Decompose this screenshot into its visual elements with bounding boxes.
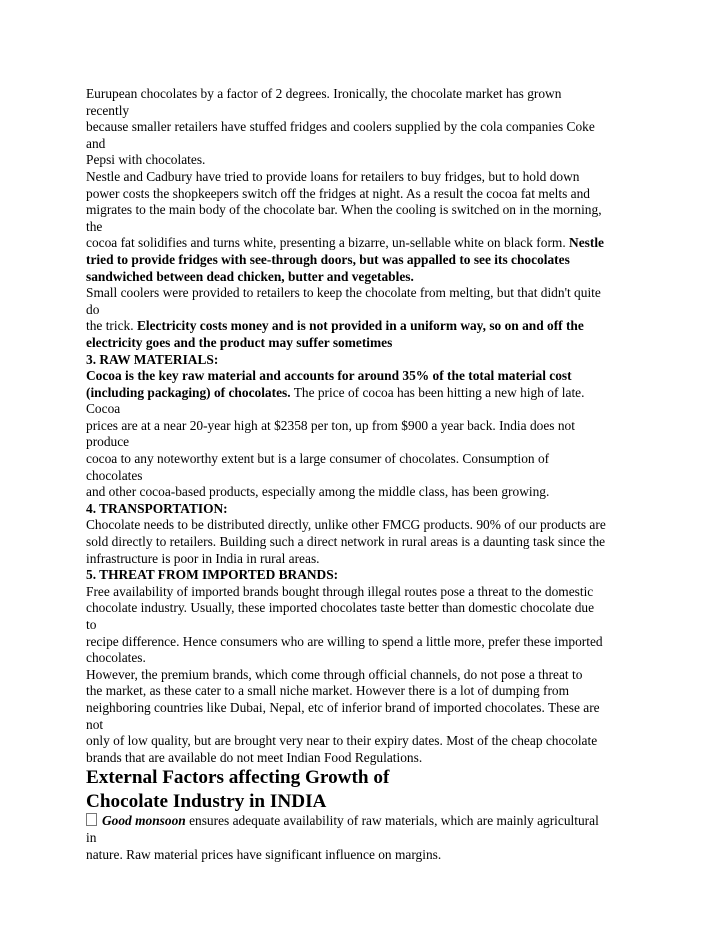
bullet-box-icon <box>86 813 97 826</box>
text-line: brands that are available do not meet Indian Food Regulations. <box>86 749 423 765</box>
text-line: Small coolers were provided to retailers to keep the chocolate from melting, but that didn't quite <box>86 285 601 301</box>
text-span: cocoa fat solidifies and turns white, presenting a bizarre, un-sellable white on black form. <box>86 235 570 251</box>
text-line: and <box>86 135 106 151</box>
text-line: Cocoa <box>86 401 121 417</box>
text-line: However, the premium brands, which come through official channels, do not pose a threat to <box>86 666 583 682</box>
text-line: cocoa to any noteworthy extent but is a large consumer of chocolates. Consumption of <box>86 451 550 467</box>
text-span: ensures adequate availability of raw materials, which are mainly agricultural <box>185 813 599 829</box>
bold-text-line: electricity goes and the product may suffer sometimes <box>86 334 393 350</box>
section-heading: 4. TRANSPORTATION: <box>86 500 228 516</box>
text-line: power costs the shopkeepers switch off the fridges at night. As a result the cocoa fat melts and <box>86 185 590 201</box>
text-line: produce <box>86 434 130 450</box>
section-heading: 5. THREAT FROM IMPORTED BRANDS: <box>86 567 339 583</box>
bold-text: Nestle <box>569 235 604 251</box>
text-line: not <box>86 716 104 732</box>
text-line: in <box>86 829 97 845</box>
text-line: only of low quality, but are brought very near to their expiry dates. Most of the cheap chocolate <box>86 733 598 749</box>
text-line: chocolates <box>86 467 143 483</box>
text-line <box>86 318 688 335</box>
bold-text: (including packaging) of chocolates. <box>86 384 291 400</box>
text-line: nature. Raw material prices have significant influence on margins. <box>86 846 442 862</box>
text-line: Nestle and Cadbury have tried to provide loans for retailers to buy fridges, but to hold down <box>86 168 580 184</box>
text-line: do <box>86 301 100 317</box>
text-line: chocolate industry. Usually, these imported chocolates taste better than domestic chocolate due <box>86 600 595 616</box>
text-line: because smaller retailers have stuffed fridges and coolers supplied by the cola companies Coke <box>86 119 595 135</box>
text-line: Eurupean chocolates by a factor of 2 degrees. Ironically, the chocolate market has grown <box>86 86 562 101</box>
text-line: Free availability of imported brands bought through illegal routes pose a threat to the domestic <box>86 583 594 599</box>
text-line: migrates to the main body of the chocolate bar. When the cooling is switched on in the morning, <box>86 202 602 218</box>
text-line: and other cocoa-based products, especially among the middle class, has been growing. <box>86 484 550 500</box>
text-line: sold directly to retailers. Building such a direct network in rural areas is a daunting task since the <box>86 534 606 550</box>
text-line: recipe difference. Hence consumers who are willing to spend a little more, prefer these imported <box>86 633 603 649</box>
text-line: neighboring countries like Dubai, Nepal, etc of inferior brand of imported chocolates. These are <box>86 699 600 715</box>
text-line: the market, as these cater to a small niche market. However there is a lot of dumping from <box>86 683 570 699</box>
text-span: The price of cocoa has been hitting a new high of late. <box>290 384 585 400</box>
text-line: to <box>86 617 97 632</box>
text-line: Chocolate needs to be distributed directly, unlike other FMCG products. 90% of our products are <box>86 517 606 533</box>
heading-line: Chocolate Industry in INDIA <box>86 790 327 812</box>
bullet-line <box>86 813 688 830</box>
text-line: infrastructure is poor in India in rural areas. <box>86 550 320 566</box>
section-heading: 3. RAW MATERIALS: <box>86 351 219 367</box>
text-span: the trick. <box>86 318 137 334</box>
bold-text: Electricity costs money and is not provided in a uniform way, so on and off the <box>136 318 584 334</box>
heading-line: External Factors affecting Growth of <box>86 767 390 789</box>
bold-text-line: tried to provide fridges with see-through doors, but was appalled to see its chocolates <box>86 251 570 267</box>
text-line <box>86 385 688 402</box>
text-line: Pepsi with chocolates. <box>86 152 206 168</box>
bold-italic-text: Good monsoon <box>102 813 186 829</box>
text-line: chocolates. <box>86 650 146 666</box>
bold-text-line: Cocoa is the key raw material and accounts for around 35% of the total material cost <box>86 368 572 384</box>
bold-text-line: sandwiched between dead chicken, butter and vegetables. <box>86 268 414 284</box>
text-line: recently <box>86 102 130 118</box>
text-line: the <box>86 218 103 234</box>
text-line: prices are at a near 20-year high at $2358 per ton, up from $900 a year back. India does not <box>86 417 575 433</box>
text-line <box>86 235 688 252</box>
